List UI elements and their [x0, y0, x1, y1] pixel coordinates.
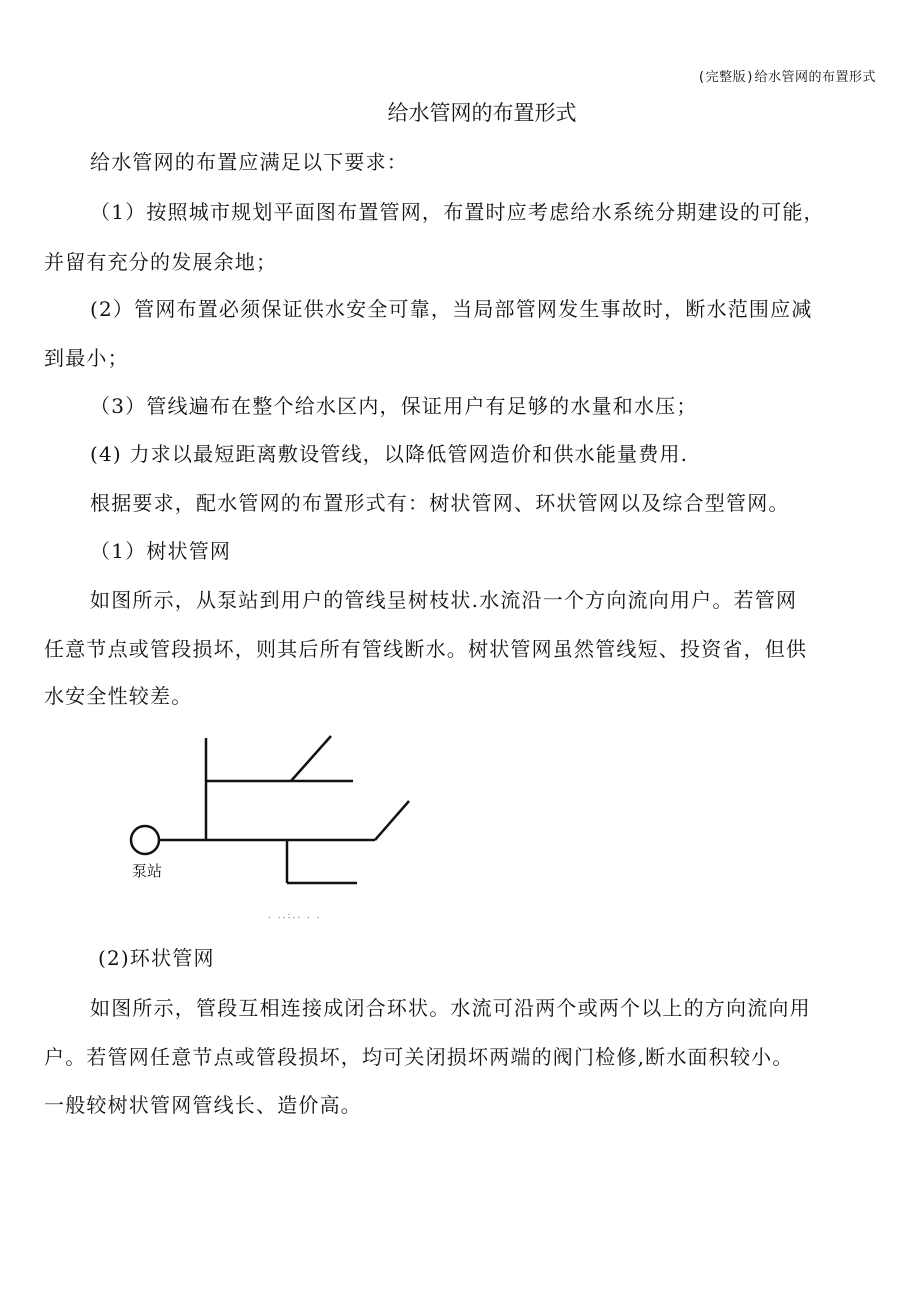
- section-heading: （1）树状管网: [90, 539, 232, 563]
- paragraph-line: （1）按照城市规划平面图布置管网，布置时应考虑给水系统分期建设的可能，: [90, 200, 825, 224]
- pump-station-label: 泵站: [132, 862, 163, 880]
- paragraph-line: 到最小；: [44, 346, 129, 370]
- diagram-caption: . ..:.. . .: [268, 911, 322, 921]
- page-title: 给水管网的布置形式: [387, 101, 577, 125]
- paragraph-line: 给水管网的布置应满足以下要求：: [90, 150, 408, 174]
- paragraph-line: 如图所示，管段互相连接成闭合环状。水流可沿两个或两个以上的方向流向用: [90, 996, 811, 1020]
- upper-diagonal-branch: [291, 736, 331, 781]
- paragraph-line: 并留有充分的发展余地；: [44, 250, 278, 274]
- section-heading: (2)环状管网: [98, 946, 215, 970]
- page-header: (完整版)给水管网的布置形式: [697, 70, 876, 85]
- paragraph-line: 水安全性较差。: [44, 684, 193, 708]
- paragraph-line: 户。若管网任意节点或管段损坏，均可关闭损坏两端的阀门检修,断水面积较小。: [44, 1045, 794, 1069]
- paragraph-line: 一般较树状管网管线长、造价高。: [44, 1093, 362, 1117]
- paragraph-line: (2）管网布置必须保证供水安全可靠，当局部管网发生事故时，断水范围应减: [90, 297, 813, 321]
- paragraph-line: 如图所示，从泵站到用户的管线呈树枝状.水流沿一个方向流向用户。若管网: [90, 588, 798, 612]
- right-diagonal-branch: [375, 801, 409, 840]
- branch-network-diagram: [120, 726, 440, 926]
- paragraph-line: （3）管线遍布在整个给水区内，保证用户有足够的水量和水压；: [90, 394, 698, 418]
- paragraph-line: 任意节点或管段损坏，则其后所有管线断水。树状管网虽然管线短、投资省，但供: [44, 637, 808, 661]
- pump-station-node: [131, 826, 159, 854]
- paragraph-line: 根据要求，配水管网的布置形式有：树状管网、环状管网以及综合型管网。: [90, 491, 790, 515]
- paragraph-line: (4) 力求以最短距离敷设管线，以降低管网造价和供水能量费用.: [90, 442, 689, 466]
